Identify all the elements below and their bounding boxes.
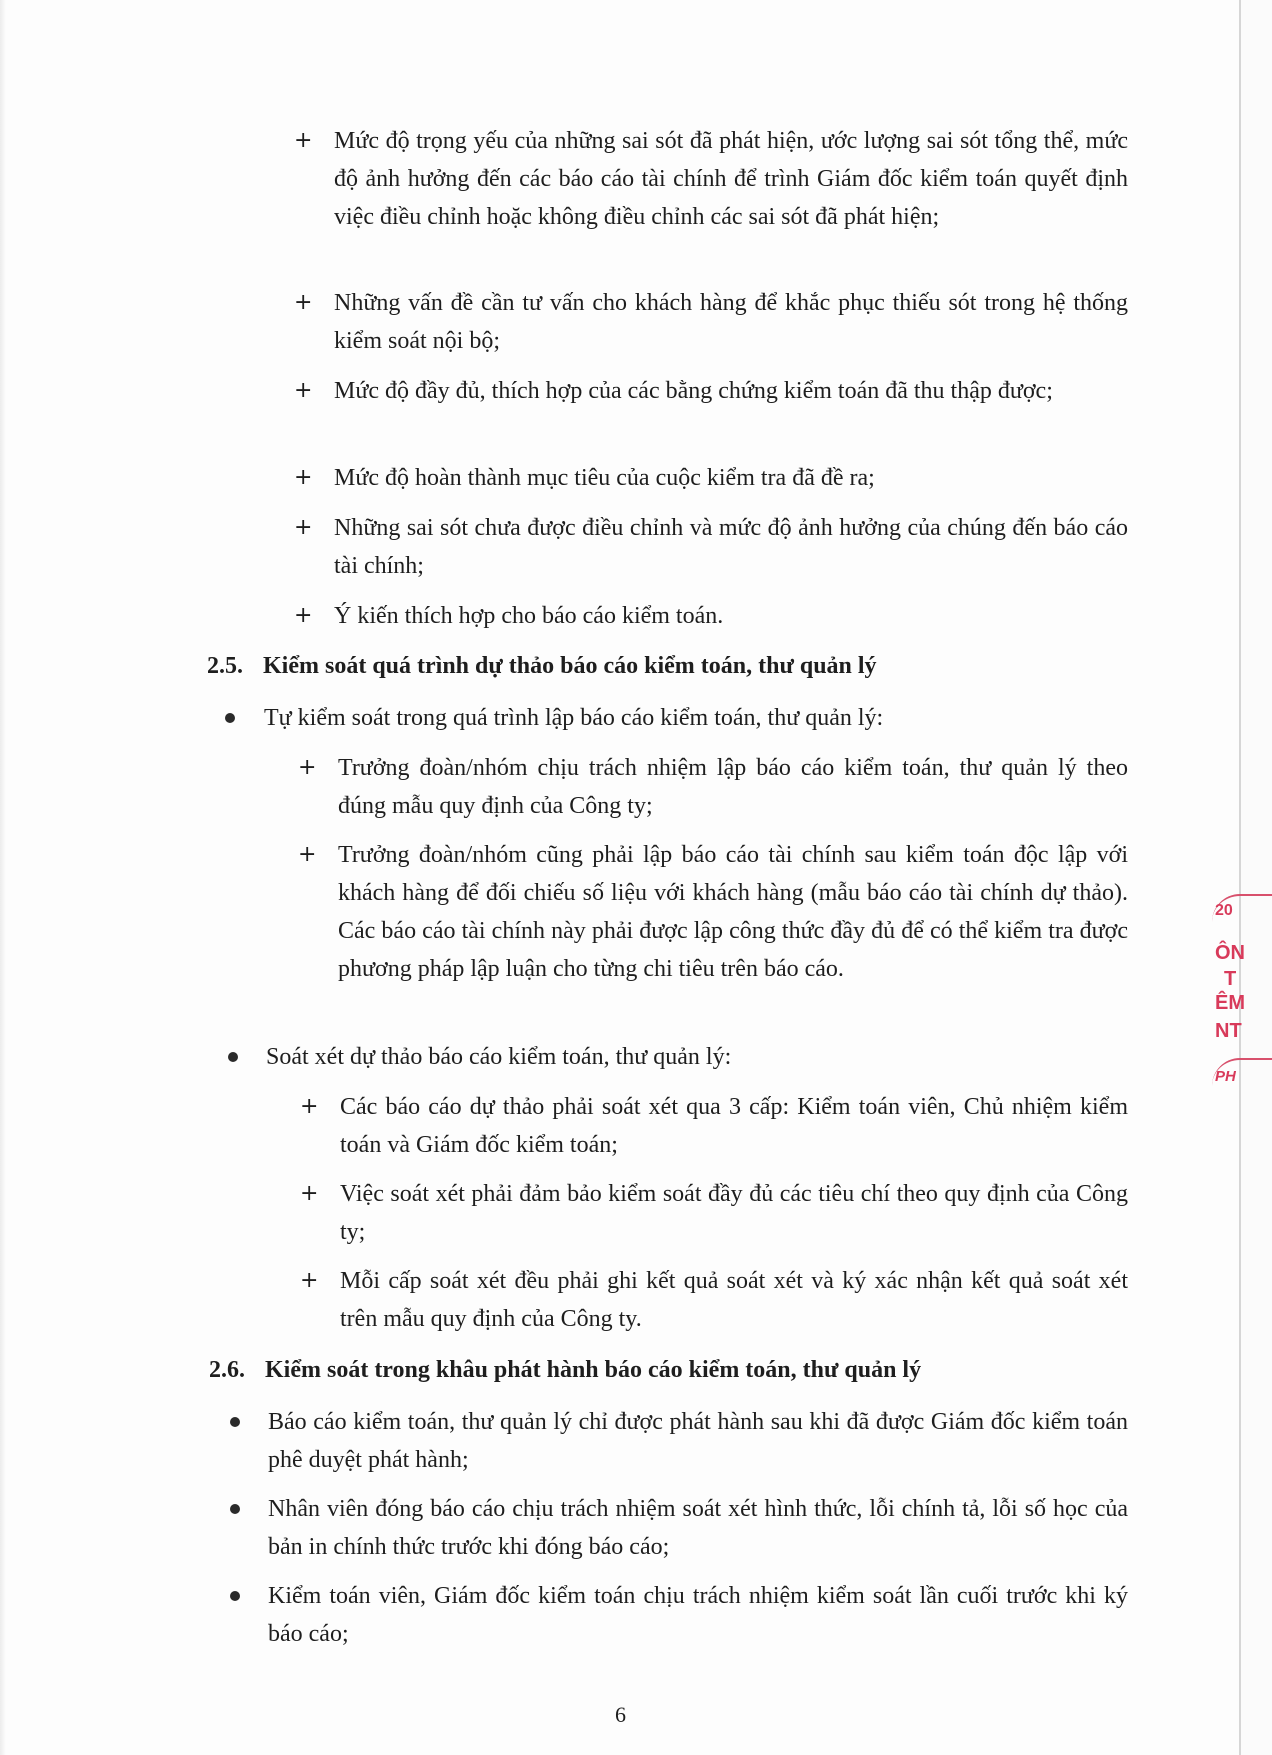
list-item: Mỗi cấp soát xét đều phải ghi kết quả soát xét và ký xác nhận kết quả soát xét trên mẫu quy định của Công ty. (340, 1268, 1128, 1332)
bullet-dot (225, 713, 235, 723)
plus-marker: + (294, 603, 313, 628)
list-item: Mức độ trọng yếu của những sai sót đã phát hiện, ước lượng sai sót tổng thể, mức độ ảnh hưởng đến các báo cáo tài chính để trình Giám đốc kiểm toán quyết định việc điều chỉnh hoặc không điều chỉnh các sai sót đã phát hiện; (334, 128, 1128, 230)
section-number: 2.5. (207, 653, 243, 679)
company-stamp (1212, 880, 1245, 1100)
stamp-text: PH (1215, 1068, 1236, 1085)
list-item: Mức độ hoàn thành mục tiêu của cuộc kiểm tra đã đề ra; (334, 465, 875, 491)
bullet-dot (230, 1417, 240, 1427)
bullet-item: Soát xét dự thảo báo cáo kiểm toán, thư quản lý: (266, 1044, 732, 1070)
list-item: Mức độ đầy đủ, thích hợp của các bằng chứng kiểm toán đã thu thập được; (334, 378, 1053, 404)
scan-edge-left (0, 0, 6, 1755)
list-item: Những vấn đề cần tư vấn cho khách hàng để khắc phục thiếu sót trong hệ thống kiểm soát nội bộ; (334, 290, 1128, 354)
plus-marker: + (294, 515, 313, 540)
scan-edge-right (1239, 0, 1241, 1755)
bullet-item: Nhân viên đóng báo cáo chịu trách nhiệm soát xét hình thức, lỗi chính tả, lỗi số học của bản in chính thức trước khi đóng báo cáo; (268, 1496, 1128, 1560)
plus-marker: + (294, 378, 313, 403)
list-item: Trưởng đoàn/nhóm chịu trách nhiệm lập báo cáo kiểm toán, thư quản lý theo đúng mẫu quy định của Công ty; (338, 755, 1128, 819)
page-number: 6 (615, 1702, 626, 1727)
plus-marker: + (300, 1268, 319, 1293)
plus-marker: + (300, 1181, 319, 1206)
stamp-text: ÊM (1215, 992, 1245, 1014)
stamp-text: NT (1215, 1020, 1242, 1042)
bullet-dot (230, 1591, 240, 1601)
list-item: Ý kiến thích hợp cho báo cáo kiểm toán. (334, 603, 724, 629)
stamp-text: ÔN (1215, 942, 1245, 964)
bullet-item: Báo cáo kiểm toán, thư quản lý chỉ được phát hành sau khi đã được Giám đốc kiểm toán phê duyệt phát hành; (268, 1409, 1128, 1473)
plus-marker: + (298, 842, 317, 867)
section-title: Kiểm soát quá trình dự thảo báo cáo kiểm toán, thư quản lý (263, 653, 877, 679)
section-heading-2-6 (209, 1352, 921, 1388)
stamp-text: 20 (1215, 902, 1233, 919)
section-title: Kiểm soát trong khâu phát hành báo cáo kiểm toán, thư quản lý (265, 1357, 922, 1383)
bullet-dot (230, 1504, 240, 1514)
plus-marker: + (294, 290, 313, 315)
bullet-item: Tự kiểm soát trong quá trình lập báo cáo kiểm toán, thư quản lý: (264, 705, 884, 731)
section-heading-2-5 (207, 648, 877, 684)
stamp-text: T (1224, 968, 1237, 990)
list-item: Những sai sót chưa được điều chỉnh và mức độ ảnh hưởng của chúng đến báo cáo tài chính; (334, 515, 1128, 579)
bullet-dot (228, 1052, 238, 1062)
plus-marker: + (300, 1094, 319, 1119)
plus-marker: + (294, 128, 313, 153)
list-item: Các báo cáo dự thảo phải soát xét qua 3 cấp: Kiểm toán viên, Chủ nhiệm kiểm toán và Giám đốc kiểm toán; (340, 1094, 1128, 1158)
list-item: Trưởng đoàn/nhóm cũng phải lập báo cáo tài chính sau kiểm toán độc lập với khách hàng để đối chiếu số liệu với khách hàng (mẫu báo cáo tài chính dự thảo). Các báo cáo tài chính này phải được lập công thức đầy đủ để có thể kiểm tra được phương pháp lập luận cho từng chi tiêu trên báo cáo. (338, 842, 1128, 982)
bullet-item: Kiểm toán viên, Giám đốc kiểm toán chịu trách nhiệm kiểm soát lần cuối trước khi ký báo cáo; (268, 1583, 1128, 1647)
list-item: Việc soát xét phải đảm bảo kiểm soát đầy đủ các tiêu chí theo quy định của Công ty; (340, 1181, 1128, 1245)
section-number: 2.6. (209, 1357, 245, 1383)
plus-marker: + (298, 755, 317, 780)
plus-marker: + (294, 465, 313, 490)
